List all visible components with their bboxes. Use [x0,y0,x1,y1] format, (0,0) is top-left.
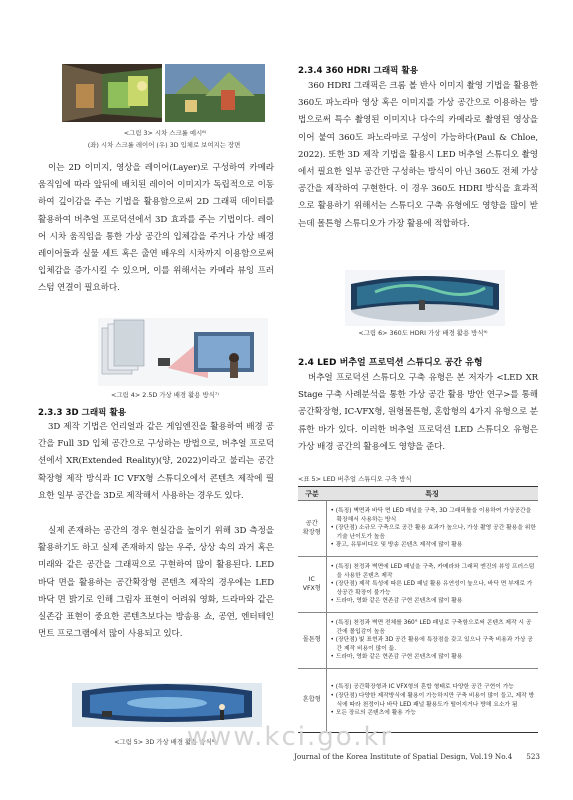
table-bullet: • (특징) 천정과 벽면 전체를 360° LED 패널로 구축함으로써 콘텐츠 제작 시 공간에 몰입감이 높음 [330,620,532,635]
table-cell-feature [326,613,538,669]
section-heading-2-4: 2.4 LED 버추얼 프로덕션 스튜디오 공간 유형 [298,358,483,368]
figure-5-image [72,683,262,727]
table-bullet: • 드라마, 영화 같은 현존감 구현 콘텐츠에 많이 활용 [330,598,463,605]
table-bullet: • 모든 장르의 콘텐츠에 활용 가능 [330,710,416,717]
figure-5-caption: <그림 5> 3D 가상 배경 활용 방식⁸⁾ [114,738,216,746]
table-bullet: • 광고, 유튜비디오 및 방송 콘텐츠 제작에 많이 활용 [330,542,463,549]
table-cell-category: 혼합형 [298,669,326,733]
table-bullet: • (특징) 벽면과 바닥 면 LED 패널을 구축, 3D 그래픽툴을 이용하여 가상공간을 확장해서 사용하는 방식 [330,508,532,523]
table-row [298,613,538,669]
figure-3-caption: <그림 3> 시차 스크롤 예시⁶⁾ [123,129,207,137]
watermark: www.kci.go.kr [186,722,394,752]
table-cell-category: IC VFX형 [298,557,326,613]
table-cell-feature [326,501,538,557]
paragraph-3d-graphics: 3D 제작 기법은 언리얼과 같은 게임엔진을 활용하여 배경 공간을 Full 3D 입체 공간으로 구성하는 방법으로, 버추얼 프로덕션에서 XR(Extended Reality)(양, 2022)이라고 불리는 공간확장형 제작 방식과 IC VFX형 스튜디오에서 콘텐츠 제작에 필요한 일부 공간을 3D로 제작해서 사용하는 경우도 있다. [38,422,274,501]
paragraph-360-hdri: 360 HDRI 그래픽은 크롬 볼 반사 이미지 촬영 기법을 활용한 360도 파노라마 영상 혹은 이미지를 가상 공간으로 이용하는 방법으로써 특수 촬영된 이미지나 다수의 카메라로 촬영된 영상을 이어 붙여 360도 파노라마로 구성이 가능하다(Paul & Chloe, 2022). 또한 3D 제작 기법을 활용시 LED 버추얼 스튜디오 촬영에서 필요한 일부 공간만 구성하는 방식이 아닌 360도 전체 가상 공간을 제작하여 구현한다. 이 경우 360도 HDRI 방식을 효과적으로 활용하기 위해서는 스튜디오 구축 유형에도 영향을 많이 받는데 몰튼형 스튜디오가 가장 활용에 적합하다. [298,81,538,229]
journal-name: Journal of the Korea Institute of Spatial Design, Vol.19 No.4 [293,752,513,761]
table-bullet: • (특징) 천정과 벽면에 LED 패널을 구축, 카메라와 그래픽 엔진의 뷰잉 프러스텀을 사용한 콘텐츠 제작 [330,564,535,579]
paragraph-3d-usage: 실제 존재하는 공간의 경우 현실감을 높이기 위해 3D 측정을 활용하기도 하고 실제 존재하지 않는 우주, 상상 속의 과거 혹은 미래와 같은 공간을 그래픽으로 구현하여 많이 활용된다. LED 바닥 면을 활용하는 공간확장형 콘텐츠 제작의 경우에는 LED 바닥 면 밝기로 인해 그림자 표현이 어려워 영화, 드라마와 같은 실존감 표현이 중요한 콘텐츠보다는 방송용 쇼, 공연, 엔터테인먼트 프로그램에서 많이 사용되고 있다. [38,526,274,640]
table-header-category: 구분 [298,487,326,501]
table-bullet: • (장단점) 빛 표현과 3D 공간 활용에 특장점을 갖고 있으나 구축 비용과 가상 공간 제작 비용이 많이 듦. [330,637,533,652]
figure-3-left-image [62,64,162,122]
table-header-row [298,487,538,501]
section-heading-2-3-4: 2.3.4 360 HDRI 그래픽 활용 [298,66,419,76]
table-bullet: • 드라마, 영화 같은 현존감 구현 콘텐츠에 많이 활용 [330,654,463,661]
section-heading-2-3-3: 2.3.3 3D 그래픽 활용 [38,408,127,418]
figure-4-caption: <그림 4> 2.5D 가상 배경 활용 방식⁷⁾ [111,391,219,399]
page-number: 523 [526,752,540,761]
paragraph-studio-types: 버추얼 프로덕션 스튜디오 구축 유형은 본 저자가 <LED XR Stage 구축 사례분석을 통한 가상 공간 활용 방안 연구>를 통해 공간확장형, IC-VFX형, 원형몰튼형, 혼합형의 4가지 유형으로 분류한 바가 있다. 이러한 버추얼 프로덕션 LED 스튜디오 유형은 가상 배경 공간의 활용에도 영향을 준다. [298,373,538,452]
table-cell-category: 공간 확장형 [298,501,326,557]
table-5-caption: <표 5> LED 버추얼 스튜디오 구축 방식 [298,475,412,483]
table-bullet: • (특징) 공간확장형과 IC VFX형의 혼합 형태로 다양한 공간 구현이 가능 [330,684,514,691]
table-bullet: • (장단점) 소규모 구축으로 공간 활용 효과가 높으나, 가상 촬영 공간 활용을 위한 기술 난이도가 높음 [330,525,536,540]
figure-3-right-image [165,64,265,122]
page-footer [268,752,540,761]
table-bullet: • (장단점) 제작 특성에 따른 LED 패널 활용 유연성이 높으나, 바닥 면 부재로 가상공간 확장이 불가능 [330,581,533,596]
figure-6-caption: <그림 6> 360도 HDRI 가상 배경 활용 방식⁹⁾ [358,329,488,337]
table-row [298,501,538,557]
studio-types-table [298,486,538,733]
table-cell-feature [326,557,538,613]
table-row [298,557,538,613]
paragraph-parallax: 이는 2D 이미지, 영상을 레이어(Layer)로 구성하여 카메라 움직임에 따라 앞뒤에 배치된 레이어 이미지가 독립적으로 이동하여 깊이감을 주는 기법을 활용함으로써 2D 그래픽 데이터를 활용하여 버추얼 프로덕션에서 3D 효과를 주는 기법이다. 레이어 시차 움직임을 통한 가상 공간의 입체감을 주거나 가상 배경 레이어들과 실물 세트 혹은 출연 배우의 시차까지 이용함으로써 입체감을 증가시킬 수 있으며, 이를 위해서는 카메라 뷰잉 프러스텀 연결이 필요하다. [38,163,274,294]
figure-4-image [98,318,268,386]
table-header-feature: 특징 [326,487,538,501]
figure-3-subcaption: (좌) 시차 스크롤 레이어 (우) 3D 입체로 보여지는 장면 [87,141,241,149]
table-cell-category: 몰튼형 [298,613,326,669]
table-bullet: • (장단점) 다양한 제작방식에 활용이 가능하지만 구축 비용이 많이 들고, 제작 방식에 따라 천정이나 바닥 LED 패널 활용도가 떨어지거나 방해 요소가 됨 [330,692,535,708]
figure-6-image [345,270,505,326]
